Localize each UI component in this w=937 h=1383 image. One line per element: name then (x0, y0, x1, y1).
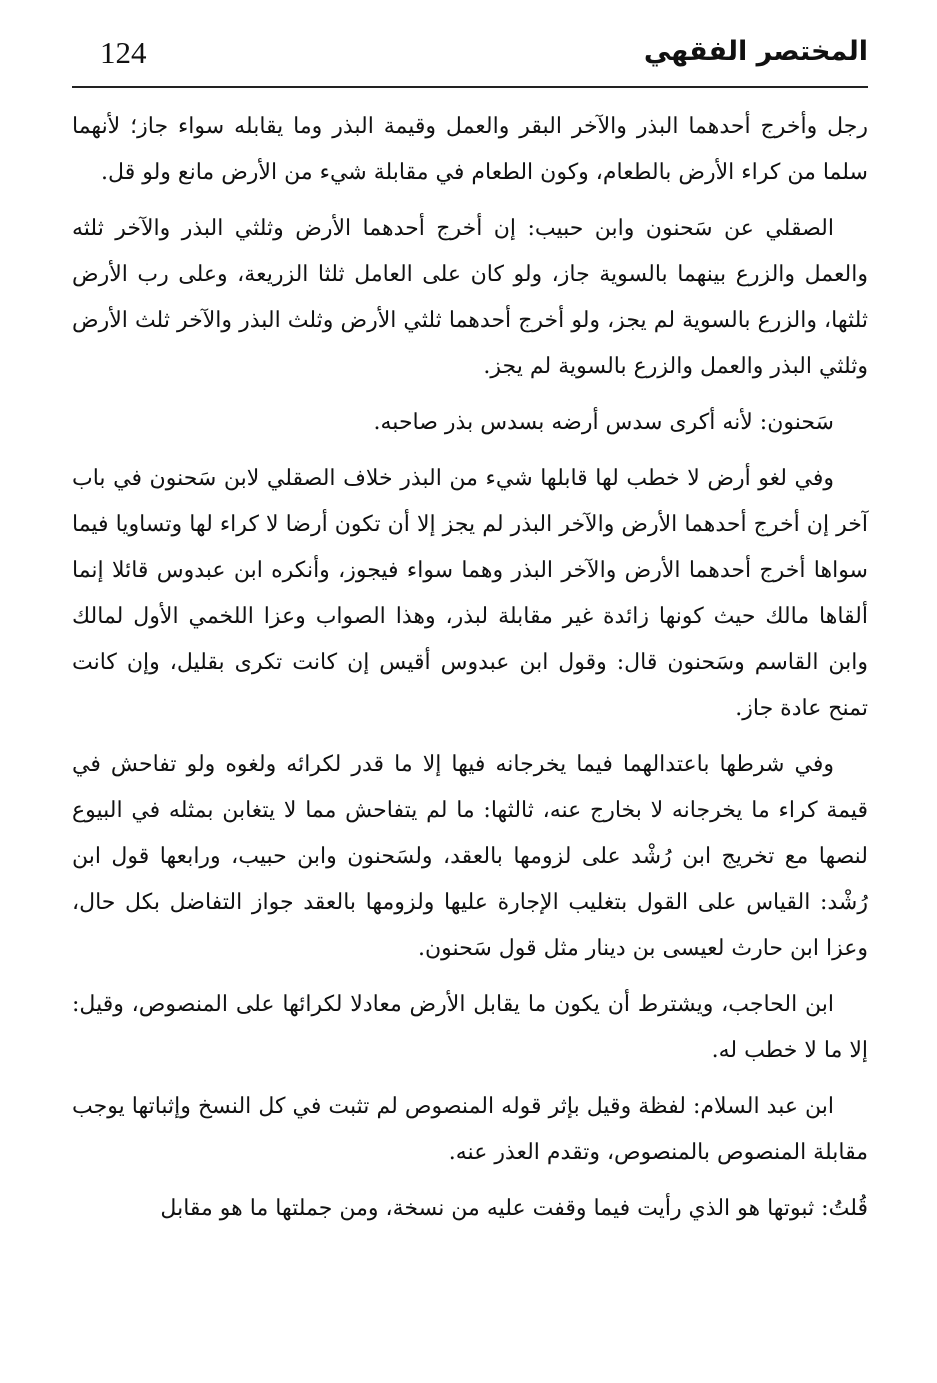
paragraph: ابن عبد السلام: لفظة وقيل بإثر قوله المنصوص لم تثبت في كل النسخ وإثباتها يوجب مقابلة المنصوص بالمنصوص، وتقدم العذر عنه. (72, 1094, 868, 1165)
paragraph: الصقلي عن سَحنون وابن حبيب: إن أخرج أحدهما الأرض وثلثي البذر والآخر ثلثه والعمل والزرع بينهما بالسوية جاز، ولو كان على العامل ثلثا الزريعة، وعلى رب الأرض ثلثها، والزرع بالسوية لم يجز، ولو أخرج أحدهما ثلثي الأرض وثلث البذر والآخر ثلث الأرض وثلثي البذر والعمل والزرع بالسوية لم يجز. (72, 216, 868, 379)
paragraph: وفي شرطها باعتدالهما فيما يخرجانه فيها إلا ما قدر لكرائه ولغوه ولو تفاحش في قيمة كراء ما يخرجانه لا بخارج عنه، ثالثها: ما لم يتفاحش مما لا يتغابن بمثله في البيوع لنصها مع تخريج ابن رُشْد على لزومها بالعقد، ولسَحنون وابن حبيب، ورابعها قول ابن رُشْد: القياس على القول بتغليب الإجارة عليها ولزومها بالعقد جواز التفاضل بكل حال، وعزا ابن حارث لعيسى بن دينار مثل قول سَحنون. (72, 752, 869, 961)
paragraph: سَحنون: لأنه أكرى سدس أرضه بسدس بذر صاحبه. (373, 410, 834, 435)
paragraph: ابن الحاجب، ويشترط أن يكون ما يقابل الأرض معادلا لكرائها على المنصوص، وقيل: إلا ما لا خطب له. (72, 992, 868, 1063)
header-divider (72, 86, 868, 88)
paragraph: وفي لغو أرض لا خطب لها قابلها شيء من البذر خلاف الصقلي لابن سَحنون في باب آخر إن أخرج أحدهما الأرض والآخر البذر لم يجز إلا أن تكون أرضا لا كراء لها وتساويا فيما سواها أخرج أحدهما الأرض والآخر البذر وهما سواء فيجوز، وأنكره ابن عبدوس قائلا إنما ألقاها مالك حيث كونها زائدة غير مقابلة لبذر، وهذا الصواب وعزا اللخمي الأول لمالك وابن القاسم وسَحنون قال: وقول ابن عبدوس أقيس إن كانت تكرى بقليل، وإن كانت تمنح عادة جاز. (72, 466, 868, 721)
page-number: 124 (100, 35, 147, 70)
paragraph: قُلتُ: ثبوتها هو الذي رأيت فيما وقفت عليه من نسخة، ومن جملتها ما هو مقابل (160, 1196, 868, 1221)
running-title: المختصر الفقهي (643, 36, 868, 67)
page-header (72, 28, 868, 84)
main-text (72, 104, 868, 1242)
paragraph: رجل وأخرج أحدهما البذر والآخر البقر والعمل وقيمة البذر وما يقابله سواء جاز؛ لأنهما سلما من كراء الأرض بالطعام، وكون الطعام في مقابلة شيء من الأرض مانع ولو قل. (72, 114, 868, 185)
